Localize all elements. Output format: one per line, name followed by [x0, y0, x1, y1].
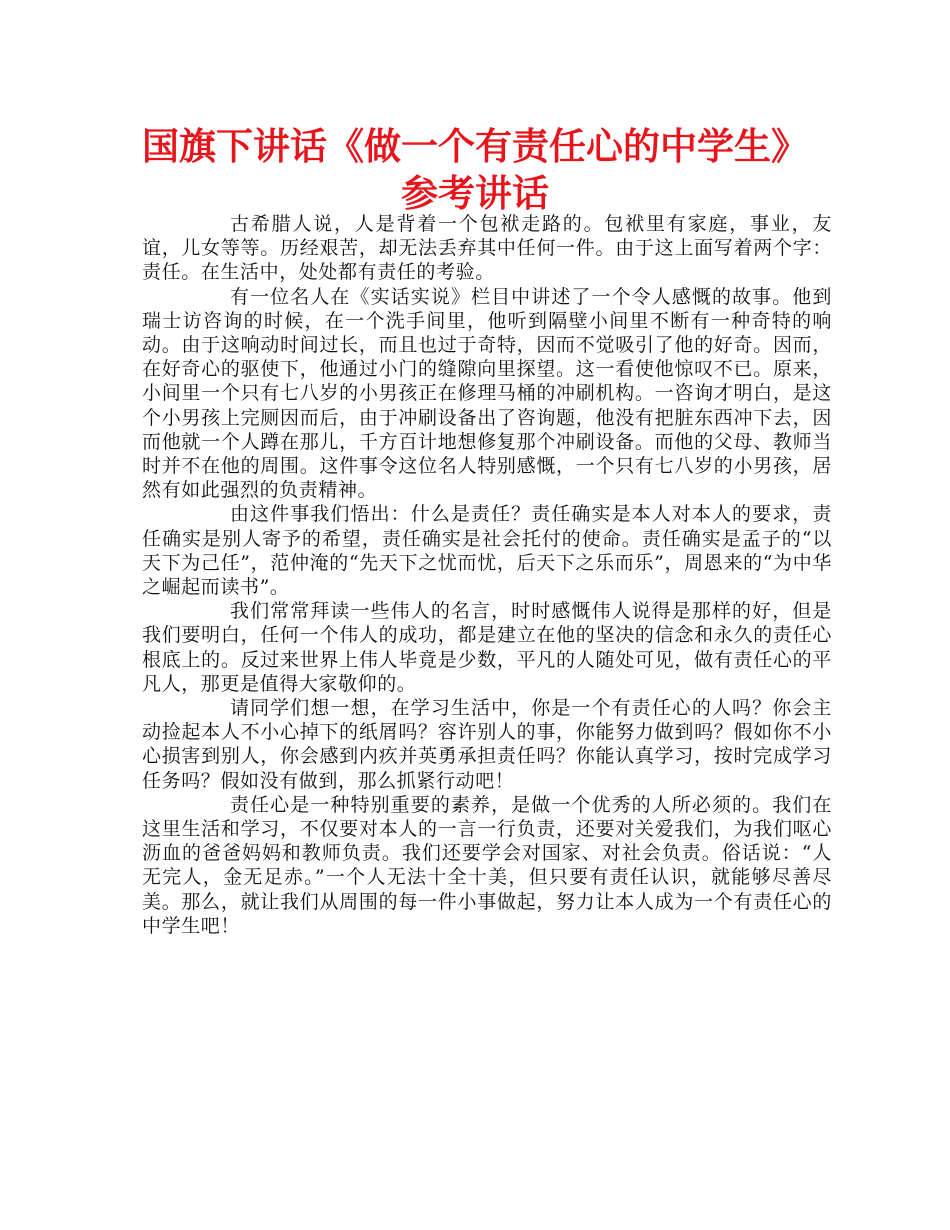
document-subtitle: 参考讲话	[401, 172, 549, 215]
paragraph: 责任心是一种特别重要的素养，是做一个优秀的人所必须的。我们在这里生活和学习，不仅要对本人的一言一行负责，还要对关爱我们，为我们呕心沥血的爸爸妈妈和教师负责。我们还要学会对国家、对社会负责。俗话说：“人无完人，金无足赤。”一个人无法十全十美，但只要有责任认识，就能够尽善尽美。那么，就让我们从周围的每一件小事做起，努力让本人成为一个有责任心的中学生吧！	[142, 793, 832, 937]
paragraph: 由这件事我们悟出：什么是责任？责任确实是本人对本人的要求，责任确实是别人寄予的希望，责任确实是社会托付的使命。责任确实是孟子的“以天下为己任”，范仲淹的“先天下之忧而忧，后天下之乐而乐”，周恩来的“为中华之崛起而读书”。	[142, 503, 832, 599]
document-title: 国旗下讲话《做一个有责任心的中学生》	[142, 125, 808, 168]
paragraph: 有一位名人在《实话实说》栏目中讲述了一个令人感慨的故事。他到瑞士访咨询的时候，在一个洗手间里，他听到隔壁小间里不断有一种奇特的响动。由于这响动时间过长，而且也过于奇特，因而不觉吸引了他的好奇。因而，在好奇心的驱使下，他通过小门的缝隙向里探望。这一看使他惊叹不已。原来，小间里一个只有七八岁的小男孩正在修理马桶的冲刷机构。一咨询才明白，是这个小男孩上完厕因而后，由于冲刷设备出了咨询题，他没有把脏东西冲下去，因而他就一个人蹲在那儿，千方百计地想修复那个冲刷设备。而他的父母、教师当时并不在他的周围。这件事令这位名人特别感慨，一个只有七八岁的小男孩，居然有如此强烈的负责精神。	[142, 285, 832, 502]
paragraph: 请同学们想一想，在学习生活中，你是一个有责任心的人吗？你会主动捡起本人不小心掉下的纸屑吗？容许别人的事，你能努力做到吗？假如你不小心损害到别人，你会感到内疚并英勇承担责任吗？你能认真学习，按时完成学习任务吗？假如没有做到，那么抓紧行动吧！	[142, 697, 832, 792]
paragraph: 古希腊人说，人是背着一个包袱走路的。包袱里有家庭，事业，友谊，儿女等等。历经艰苦，却无法丢弃其中任何一件。由于这上面写着两个字：责任。在生活中，处处都有责任的考验。	[142, 213, 832, 284]
document-body	[142, 212, 832, 938]
paragraph: 我们常常拜读一些伟人的名言，时时感慨伟人说得是那样的好，但是我们要明白，任何一个伟人的成功，都是建立在他的坚决的信念和永久的责任心根底上的。反过来世界上伟人毕竟是少数，平凡的人随处可见，做有责任心的平凡人，那更是值得大家敬仰的。	[142, 600, 832, 695]
